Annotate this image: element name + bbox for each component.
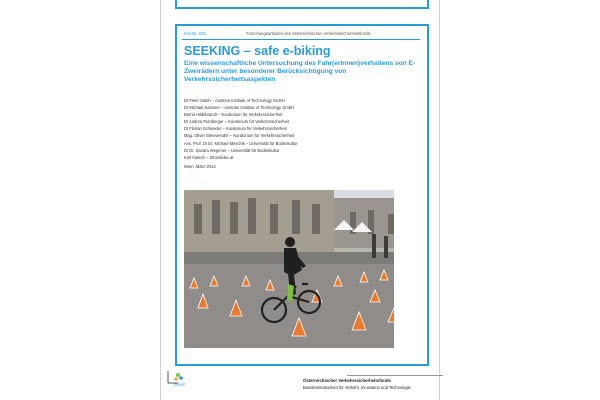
publication-date: Wien, März 2014 [184,164,216,169]
author-item: Karl Katsch – Stromibike.at [184,154,234,160]
report-number: Info Nr. 025 [184,31,206,36]
author-item: Ass. Prof. DI Dr. Michael Meschik – Universität für Bodenkultur [184,140,298,146]
cyclist-course-photo [184,190,394,348]
top-frame-accent [175,0,429,9]
footer-fund-name: Österreichischer Verkehrssicherheitsfonds [303,378,391,383]
cover-photo [184,190,394,348]
author-item: DI Florian Schneider – Kuratorium für Verkehrssicherheit [184,126,287,132]
footer-divider [347,375,443,376]
author-item: Bernd Hildebrandt – Kuratorium für Verkehrssicherheit [184,112,283,118]
author-item: DI Peter Saleh – Austrian Institute of Technology GmbH [184,98,285,103]
author-item: DI Michael Kammer – Austrian Institute of Technology GmbH [184,105,295,111]
bmvit-logo-text: bmvit [174,382,185,387]
header-divider [182,39,420,40]
report-subtitle: Eine wissenschaftliche Untersuchung des Fahr(erInnen)verhaltens von E-Zweirädern unter besonderer Berücksichtigung von Verkehrssicherheitsaspekten [184,60,416,83]
author-item: Mag. Oliver Steinwender – Kuratorium für Verkehrssicherheit [184,133,295,139]
footer-ministry-name: Bundesministerium für Verkehr, Innovation und Technologie [303,385,411,390]
author-list [184,97,298,161]
series-name: Forschungsarbeiten des österreichischen Verkehrssicherheitsfonds [246,31,371,36]
author-item: DI Dr. Sandra Wegener – Universität für Bodenkultur [184,147,280,153]
author-item: DI Andrea Pumberger – Kuratorium für Verkehrssicherheit [184,119,289,125]
report-title: SEEKING – safe e-biking [184,44,331,58]
